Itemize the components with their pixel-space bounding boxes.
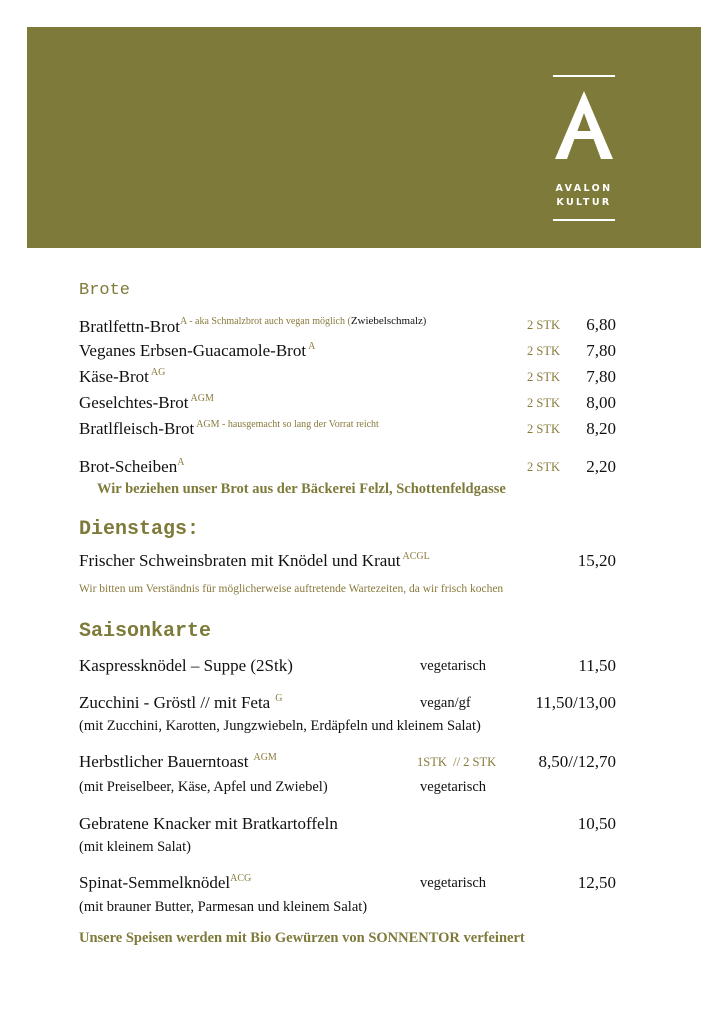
quantity-label: 2 STK: [527, 370, 560, 384]
menu-item-name: Käse-Brot: [79, 367, 149, 386]
price: 11,50/13,00: [535, 693, 616, 712]
quantity-label: 2 STK: [527, 396, 560, 410]
menu-item-name: Bratlfettn-Brot: [79, 317, 181, 336]
spice-note: Unsere Speisen werden mit Bio Gewürzen von SONNENTOR verfeinert: [79, 930, 525, 946]
price: 8,50//12,70: [538, 752, 616, 771]
item-description: (mit kleinem Salat): [79, 839, 191, 855]
menu-item-row: [79, 341, 315, 361]
logo-top-line: [553, 75, 615, 77]
quantity-label: 1STK // 2 STK: [417, 755, 497, 769]
price: 8,20: [586, 419, 616, 438]
price: 2,20: [586, 457, 616, 476]
allergen-note: AG: [150, 367, 166, 378]
allergen-note: ACGL: [402, 551, 430, 562]
menu-item-row: [79, 393, 214, 413]
brote-heading: Brote: [79, 281, 131, 300]
logo-a-mark: [555, 91, 613, 159]
allergen-note: AGM: [190, 393, 214, 404]
menu-item-row: [79, 873, 251, 893]
menu-item-name: Gebratene Knacker mit Bratkartoffeln: [79, 814, 338, 833]
menu-item-row: [79, 551, 430, 571]
saison-heading: Saisonkarte: [79, 620, 212, 643]
allergen-note: A: [177, 457, 185, 468]
price: 15,20: [577, 551, 616, 570]
allergen-note: A - aka Schmalzbrot auch vegan möglich (Zwiebelschmalz): [180, 315, 427, 327]
item-description: (mit Preiselbeer, Käse, Apfel und Zwiebel): [79, 779, 328, 795]
menu-item-row: [79, 814, 338, 834]
allergen-note: A: [308, 341, 316, 352]
menu-item-name: Geselchtes-Brot: [79, 393, 189, 412]
menu-item-name: Zucchini - Gröstl // mit Feta: [79, 693, 271, 712]
menu-item-row: [79, 752, 277, 772]
quantity-label: 2 STK: [527, 318, 560, 332]
price: 12,50: [577, 873, 616, 892]
diet-tag: vegetarisch: [420, 875, 487, 891]
quantity-label: 2 STK: [527, 344, 560, 358]
logo-bottom-line: [553, 219, 615, 221]
item-description: (mit brauner Butter, Parmesan und kleinem Salat): [79, 899, 368, 915]
price: 7,80: [586, 367, 616, 386]
item-description: (mit Zucchini, Karotten, Jungzwiebeln, Erdäpfeln und kleinem Salat): [79, 718, 481, 734]
menu-item-name: Brot-Scheiben: [79, 457, 178, 476]
diet-tag: vegan/gf: [420, 695, 471, 711]
price: 10,50: [577, 814, 616, 833]
menu-item-name: Herbstlicher Bauerntoast: [79, 752, 249, 771]
dienstags-heading: Dienstags:: [79, 518, 200, 541]
price: 7,80: [586, 341, 616, 360]
allergen-note: G: [275, 693, 283, 704]
price: 6,80: [586, 315, 616, 334]
menu-item-name: Bratlfleisch-Brot: [79, 419, 195, 438]
menu-item-row: [79, 656, 293, 676]
menu-item-row: [79, 457, 184, 477]
menu-item-row: [79, 367, 165, 387]
diet-tag: vegetarisch: [420, 658, 487, 674]
menu-item-row: [79, 693, 282, 713]
quantity-label: 2 STK: [527, 422, 560, 436]
price: 8,00: [586, 393, 616, 412]
menu-item-row: [79, 419, 379, 439]
allergen-note: ACG: [230, 873, 252, 884]
avalon-kultur-logo: [553, 75, 615, 225]
menu-item-name: Veganes Erbsen-Guacamole-Brot: [79, 341, 307, 360]
waiting-note: Wir bitten um Verständnis für möglicherweise auftretende Wartezeiten, da wir frisch kochen: [79, 583, 504, 595]
menu-item-name: Frischer Schweinsbraten mit Knödel und Kraut: [79, 551, 401, 570]
menu-item-name: Kaspressknödel – Suppe (2Stk): [79, 656, 293, 675]
bakery-note: Wir beziehen unser Brot aus der Bäckerei Felzl, Schottenfeldgasse: [97, 481, 506, 497]
allergen-note: AGM: [253, 752, 277, 763]
logo-line2: KULTUR: [556, 197, 612, 208]
menu-item-row: [79, 315, 426, 337]
diet-tag: vegetarisch: [420, 779, 487, 795]
price: 11,50: [578, 656, 616, 675]
allergen-note: AGM - hausgemacht so lang der Vorrat reicht: [196, 419, 379, 430]
logo-line1: AVALON: [555, 183, 613, 194]
quantity-label: 2 STK: [527, 460, 560, 474]
menu-item-name: Spinat-Semmelknödel: [79, 873, 231, 892]
